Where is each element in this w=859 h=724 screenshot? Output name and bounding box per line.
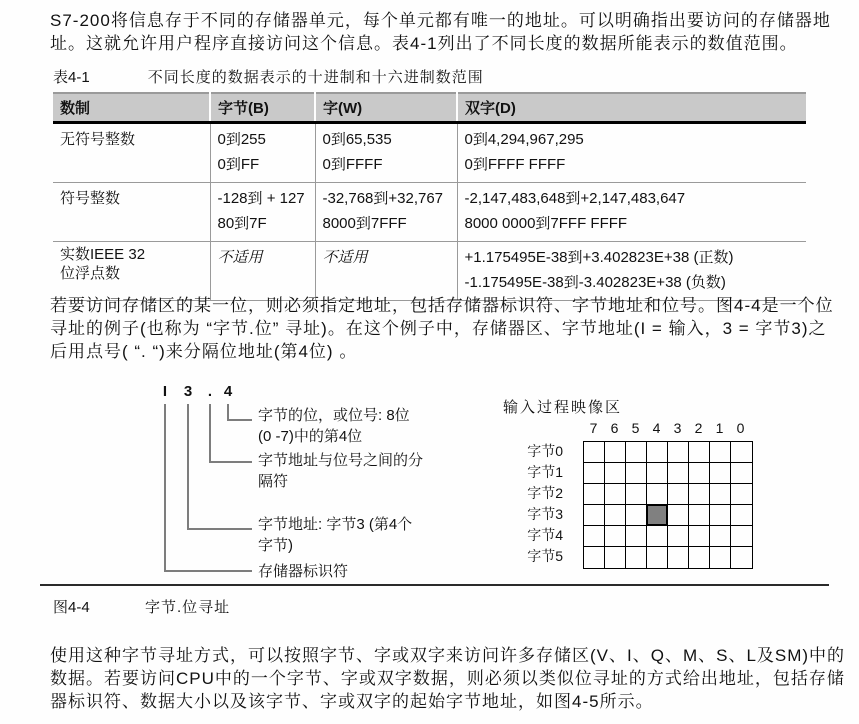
text-line: 字节地址: 字节3 (第4个 <box>258 516 413 533</box>
bit-cell <box>584 442 605 463</box>
bit-cell <box>689 547 710 568</box>
table-caption-label: 表4-1 <box>53 69 90 86</box>
bit-cell <box>731 484 752 505</box>
cell-line: 80到7F <box>217 215 267 232</box>
connector-line <box>164 404 166 572</box>
bit-cell <box>710 547 731 568</box>
column-header: 数制 <box>53 93 210 123</box>
bit-cell <box>731 463 752 484</box>
connector-line <box>209 461 252 463</box>
cell-line: 0到FFFF <box>322 156 383 173</box>
annotation-separator <box>258 450 423 492</box>
text-line: 字节地址与位号之间的分 <box>258 452 424 469</box>
bit-cell <box>689 484 710 505</box>
table-cell <box>210 242 315 301</box>
table-caption <box>53 66 484 87</box>
bit-cell <box>710 526 731 547</box>
table-header-row <box>53 93 806 123</box>
grid-column-header: 0 <box>736 420 745 436</box>
text-line: 存储器标识符 <box>258 563 349 580</box>
text-line: 字节的位，或位号: 8位 <box>258 407 410 424</box>
cell-line: 0到4,294,967,295 <box>464 131 584 148</box>
table-cell <box>210 183 315 242</box>
connector-line <box>209 404 211 463</box>
table-cell <box>53 123 210 183</box>
connector-line <box>187 404 189 530</box>
cell-line: 不适用 <box>322 249 368 266</box>
text-line: 址。这就允许用户程序直接访问这个信息。表4-1列出了不同长度的数据所能表示的数值范围。 <box>50 34 798 53</box>
grid-title: 输入过程映像区 <box>503 399 623 416</box>
cell-line: 8000 0000到7FFF FFFF <box>464 215 628 232</box>
table-cell <box>315 183 457 242</box>
cell-line: 0到65,535 <box>322 131 392 148</box>
cell-line: +1.175495E-38到+3.402823E+38 (正数) <box>464 249 734 266</box>
bit-cell <box>731 547 752 568</box>
text-line: 后用点号( “. “)来分隔位地址(第4位) 。 <box>50 342 358 361</box>
grid-column-header: 3 <box>673 420 682 436</box>
grid-column-header: 7 <box>589 420 598 436</box>
closing-paragraph <box>50 644 845 713</box>
connector-line <box>164 570 252 572</box>
bit-cell <box>668 526 689 547</box>
bit-cell <box>731 526 752 547</box>
grid-column-header: 1 <box>715 420 724 436</box>
bit-cell <box>605 547 626 568</box>
bit-address-paragraph <box>50 294 834 363</box>
table-cell <box>457 183 806 242</box>
grid-row-label: 字节0 <box>527 443 563 459</box>
bit-cell <box>605 463 626 484</box>
bit-cell <box>647 442 668 463</box>
cell-line: 不适用 <box>217 249 263 266</box>
bit-cell <box>710 463 731 484</box>
annotation-memory-identifier <box>258 561 348 582</box>
text-line: 器标识符、数据大小以及该字节、字或双字的起始字节地址，如图4-5所示。 <box>50 692 654 711</box>
grid-row-label: 字节1 <box>527 464 563 480</box>
column-header: 字(W) <box>315 93 457 123</box>
connector-line <box>227 419 252 421</box>
bit-cell <box>647 547 668 568</box>
bit-cell <box>584 547 605 568</box>
grid-column-headers <box>583 420 751 436</box>
cell-line: 0到255 <box>217 131 266 148</box>
grid-column-header: 5 <box>631 420 640 436</box>
grid-row-labels <box>500 441 573 567</box>
bit-cell <box>626 463 647 484</box>
table-cell <box>457 242 806 301</box>
address-char-bit: 4 <box>223 383 233 400</box>
bit-cell <box>689 505 710 526</box>
text-line: 使用这种字节寻址方式，可以按照字节、字或双字来访问许多存储区(V、I、Q、M、S、L及SM)中的 <box>50 646 846 665</box>
bit-cell <box>584 484 605 505</box>
grid-column-header: 2 <box>694 420 703 436</box>
table-cell <box>457 123 806 183</box>
bit-cell <box>647 526 668 547</box>
address-char-area: I <box>162 383 168 400</box>
figure-caption-title: 字节.位寻址 <box>145 599 231 616</box>
column-header: 字节(B) <box>210 93 315 123</box>
bit-cell <box>668 547 689 568</box>
table-cell <box>315 123 457 183</box>
annotation-bit-number <box>258 405 410 447</box>
bit-cell <box>689 526 710 547</box>
table-cell <box>315 242 457 301</box>
cell-line: 位浮点数 <box>60 265 121 282</box>
annotation-byte-address <box>258 514 412 556</box>
text-line: 若要访问存储区的某一位，则必须指定地址，包括存储器标识符、字节地址和位号。图4-4是一个位 <box>50 296 834 315</box>
cell-line: 符号整数 <box>60 190 121 207</box>
bit-cell <box>605 505 626 526</box>
bit-cell <box>647 484 668 505</box>
cell-line: 实数IEEE 32 <box>60 246 146 263</box>
bit-cell <box>584 463 605 484</box>
bit-cell <box>668 484 689 505</box>
bit-cell <box>584 505 605 526</box>
table-row <box>53 183 806 242</box>
address-char-dot: . <box>207 383 213 400</box>
text-line: 隔符 <box>258 473 289 490</box>
cell-line: 8000到7FFF <box>322 215 407 232</box>
cell-line: 0到FFFF FFFF <box>464 156 566 173</box>
bit-cell <box>584 526 605 547</box>
cell-line: -2,147,483,648到+2,147,483,647 <box>464 190 686 207</box>
figure-caption-label: 图4-4 <box>53 599 90 616</box>
bit-cell <box>689 463 710 484</box>
cell-line: 无符号整数 <box>60 131 136 148</box>
highlighted-bit-cell <box>647 505 668 526</box>
bit-grid <box>583 441 753 569</box>
bit-cell <box>710 505 731 526</box>
grid-row-label: 字节3 <box>527 506 563 522</box>
address-char-byte: 3 <box>183 383 193 400</box>
bit-cell <box>710 484 731 505</box>
bit-cell <box>668 463 689 484</box>
grid-row-label: 字节4 <box>527 527 563 543</box>
text-line: 寻址的例子(也称为 “字节.位” 寻址)。在这个例子中，存储器区、字节地址(I = 输入，3 = 字节3)之 <box>50 319 827 338</box>
cell-line: -32,768到+32,767 <box>322 190 444 207</box>
figure-divider <box>40 584 829 586</box>
bit-cell <box>668 505 689 526</box>
table-cell <box>210 123 315 183</box>
grid-column-header: 6 <box>610 420 619 436</box>
bit-cell <box>731 505 752 526</box>
table-cell <box>53 183 210 242</box>
text-line: S7-200将信息存于不同的存储器单元，每个单元都有唯一的地址。可以明确指出要访问的存储器地 <box>50 11 831 30</box>
table-row <box>53 123 806 183</box>
table-row <box>53 242 806 301</box>
bit-cell <box>626 547 647 568</box>
bit-cell <box>626 505 647 526</box>
cell-line: -1.175495E-38到-3.402823E+38 (负数) <box>464 274 726 291</box>
data-range-table <box>53 92 806 301</box>
column-header: 双字(D) <box>457 93 806 123</box>
connector-line <box>187 528 252 530</box>
text-line: 数据。若要访问CPU中的一个字节、字或双字数据，则必须以类似位寻址的方式给出地址，包括存储 <box>50 669 845 688</box>
bit-cell <box>731 442 752 463</box>
bit-cell <box>605 526 626 547</box>
intro-paragraph <box>50 9 831 55</box>
bit-cell <box>689 442 710 463</box>
bit-cell <box>710 442 731 463</box>
bit-cell <box>626 526 647 547</box>
grid-row-label: 字节2 <box>527 485 563 501</box>
grid-row-label: 字节5 <box>527 548 563 564</box>
bit-cell <box>626 442 647 463</box>
table-cell <box>53 242 210 301</box>
bit-cell <box>626 484 647 505</box>
text-line: 字节) <box>258 537 293 554</box>
bit-cell <box>605 442 626 463</box>
text-line: (0 -7)中的第4位 <box>258 428 363 445</box>
bit-cell <box>647 463 668 484</box>
table-caption-title: 不同长度的数据表示的十进制和十六进制数范围 <box>147 69 484 86</box>
grid-column-header: 4 <box>652 420 661 436</box>
bit-cell <box>605 484 626 505</box>
cell-line: -128到 + 127 <box>217 190 305 207</box>
cell-line: 0到FF <box>217 156 260 173</box>
bit-cell <box>668 442 689 463</box>
